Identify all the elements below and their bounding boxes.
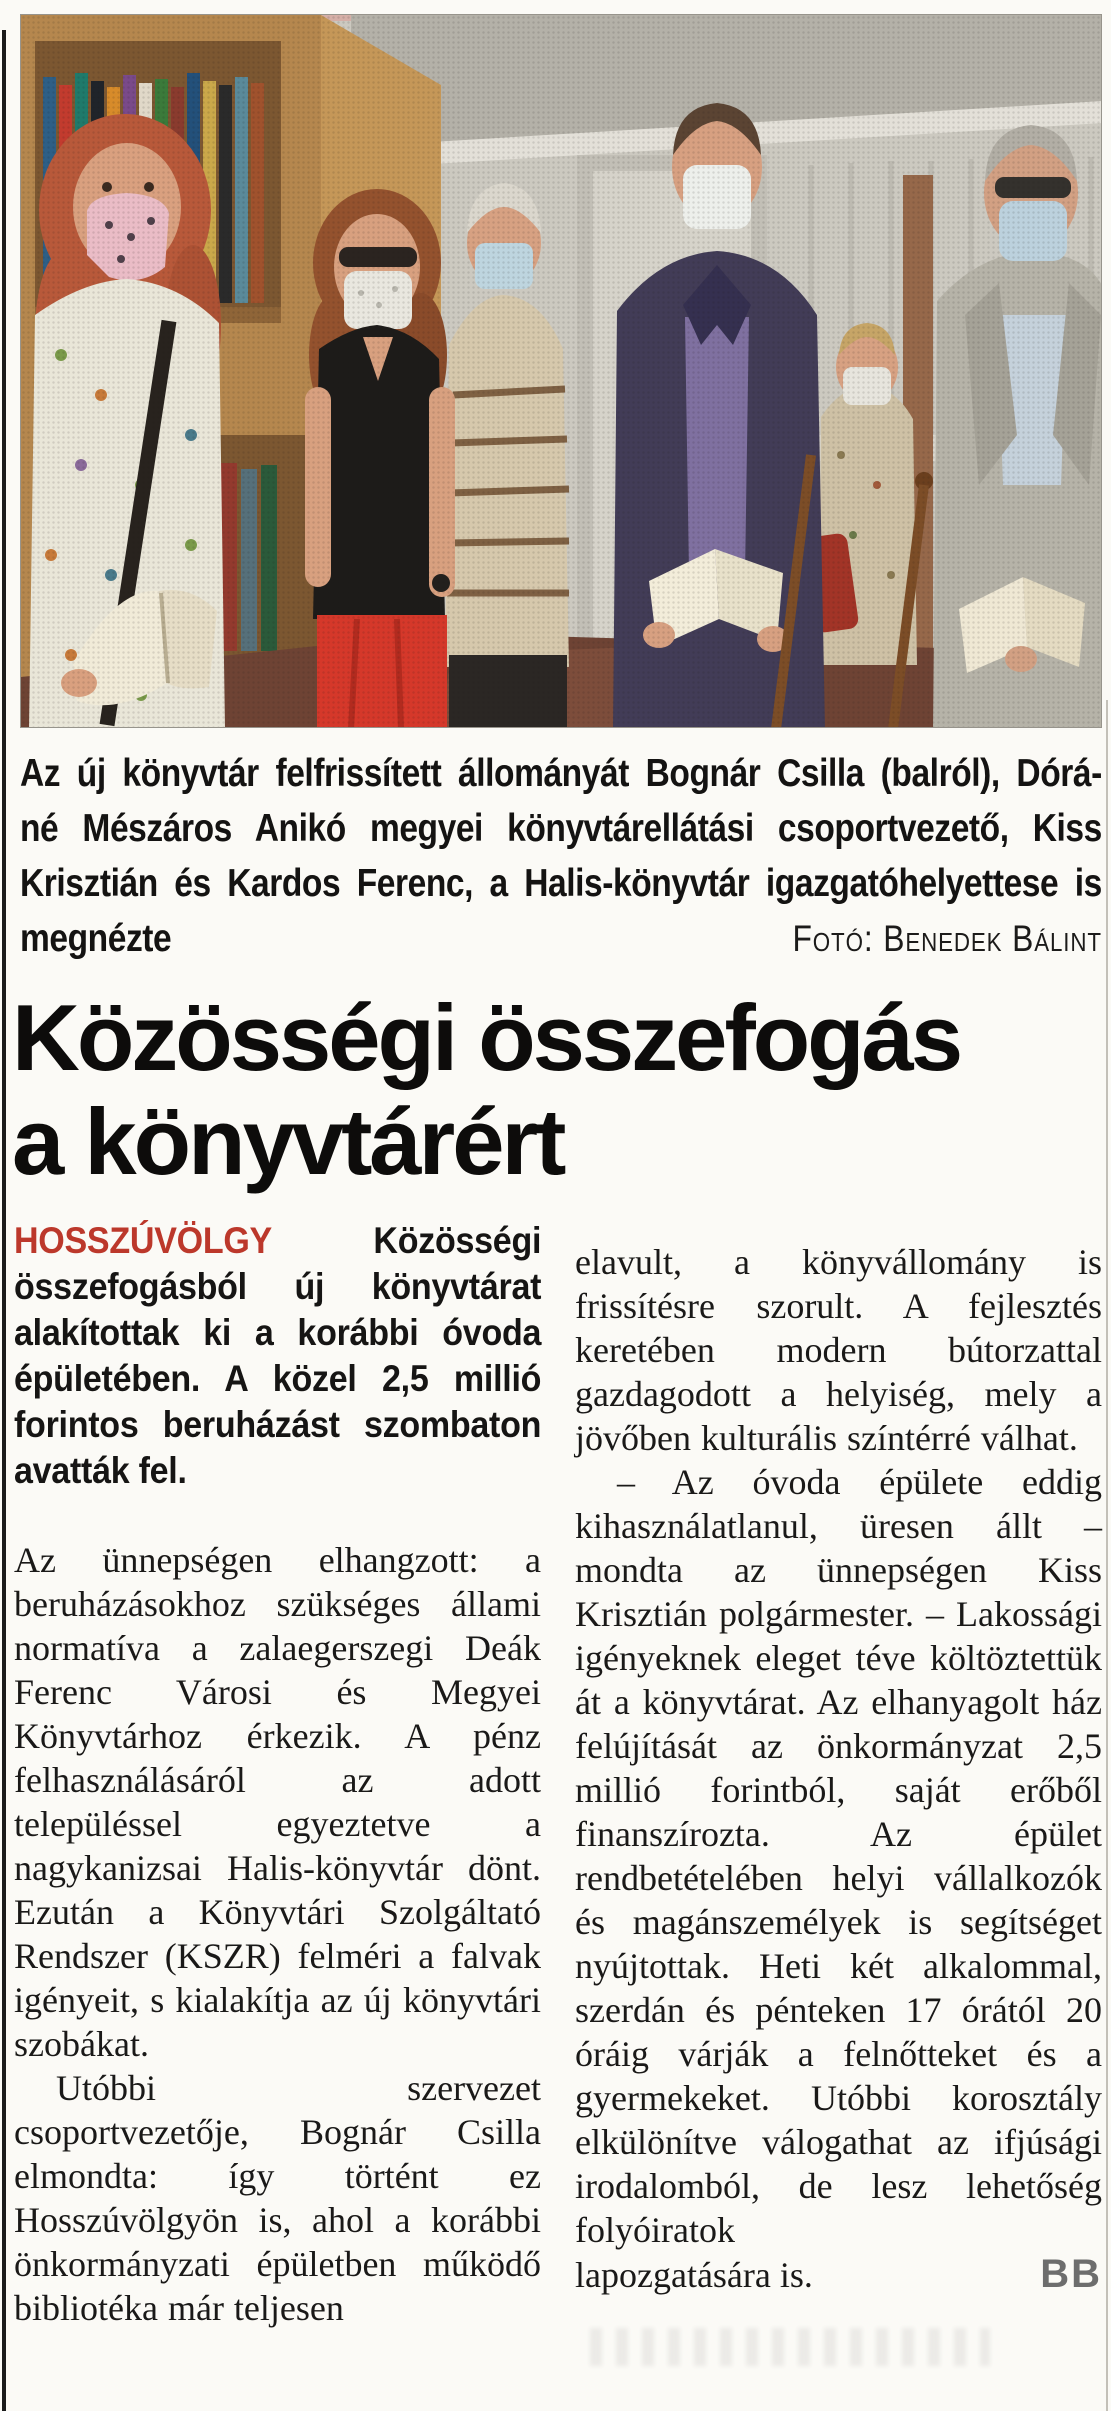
caption-last-word: megnézte xyxy=(20,917,172,960)
face-mask xyxy=(843,367,891,405)
headline-line-1: Közösségi összefogás xyxy=(12,985,961,1090)
article-photo xyxy=(20,14,1102,728)
article-body xyxy=(14,1218,1102,2330)
person-woman-red-skirt xyxy=(305,189,455,728)
face-mask xyxy=(475,243,533,289)
caption-line: Krisztián és Kardos Ferenc, a Halis-könyvtár igazgatóhelyettese is xyxy=(20,862,1102,905)
headline-line-2: a könyvtárért xyxy=(12,1089,564,1194)
headline xyxy=(12,986,960,1194)
paragraph-last-line: lapozgatására is. xyxy=(575,2255,813,2295)
lead-paragraph xyxy=(14,1218,541,1494)
photo-caption xyxy=(20,746,1102,966)
face-mask xyxy=(344,271,412,329)
photo-credit: Fotó: Benedek Bálint xyxy=(792,918,1102,959)
face-mask xyxy=(683,165,751,229)
scan-edge-line-right xyxy=(1106,700,1108,2411)
face-mask xyxy=(999,201,1067,261)
sunglasses xyxy=(995,177,1071,198)
paragraph: – Az óvoda épülete eddig kihasználatlanul, üresen állt – mondta az ünnepségen Kiss Krisztián polgármester. – Lakossági igényeknek eleget téve költöztettük át a könyvtárat. Az elhanyagolt ház felújítását az önkormányzat 2,5 millió forintból, saját erőből finanszírozta. Az épület rendbetételében helyi vállalkozók és magánszemélyek is segítséget nyújtottak. Heti két alkalommal, szerdán és pénteken 17 órától 20 óráig várják a felnőtteket és a gyermekeket. Utóbbi korosztály elkülönítve válogathat az ifjúsági irodalomból, de lesz lehetőség folyóiratok xyxy=(575,1462,1102,2250)
sunglasses xyxy=(339,247,417,267)
lead-text: Közösségi összefogásból új könyvtárat alakítottak ki a korábbi óvoda épületében. A közel 2,5 millió forintos beruházást szombaton avatták fel. xyxy=(14,1220,542,1491)
caption-line: né Mészáros Anikó megyei könyvtárellátási csoportvezető, Kiss xyxy=(20,807,1102,850)
paragraph: elavult, a könyvállomány is frissítésre szorult. A fejlesztés keretében modern bútorzattal gazdagodott a helyiség, mely a jövőben kulturális színtérré válhat. xyxy=(575,1242,1102,1458)
person-woman-floral-blouse xyxy=(29,114,225,728)
author-initials: BB xyxy=(1040,2252,1102,2296)
caption-line: Az új könyvtár felfrissített állományát Bognár Csilla (balról), Dórá- xyxy=(20,752,1102,795)
scan-smudge-artifact xyxy=(590,2328,990,2366)
location-tag: HOSSZÚVÖLGY xyxy=(14,1220,272,1261)
paragraph: Utóbbi szervezet csoportvezetője, Bognár Csilla elmondta: így történt ez Hosszúvölgyön is, ahol a korábbi önkormányzati épületben működő bibliotéka már teljesen xyxy=(14,2068,541,2328)
paragraph: Az ünnepségen elhangzott: a beruházásokhoz szükséges állami normatíva a zalaegerszegi Deák Ferenc Városi és Megyei Könyvtárhoz érkezik. A pénz felhasználásáról az adott településsel egyeztetve a nagykanizsai Halis-könyvtár dönt. Ezután a Könyvtári Szolgáltató Rendszer (KSZR) felméri a falvak igényeit, s kialakítja az új könyvtári szobákat. xyxy=(14,1540,541,2064)
column-right xyxy=(575,1218,1102,2330)
photo-illustration xyxy=(21,15,1102,728)
column-left xyxy=(14,1218,541,2330)
scan-edge-line xyxy=(2,30,6,2411)
